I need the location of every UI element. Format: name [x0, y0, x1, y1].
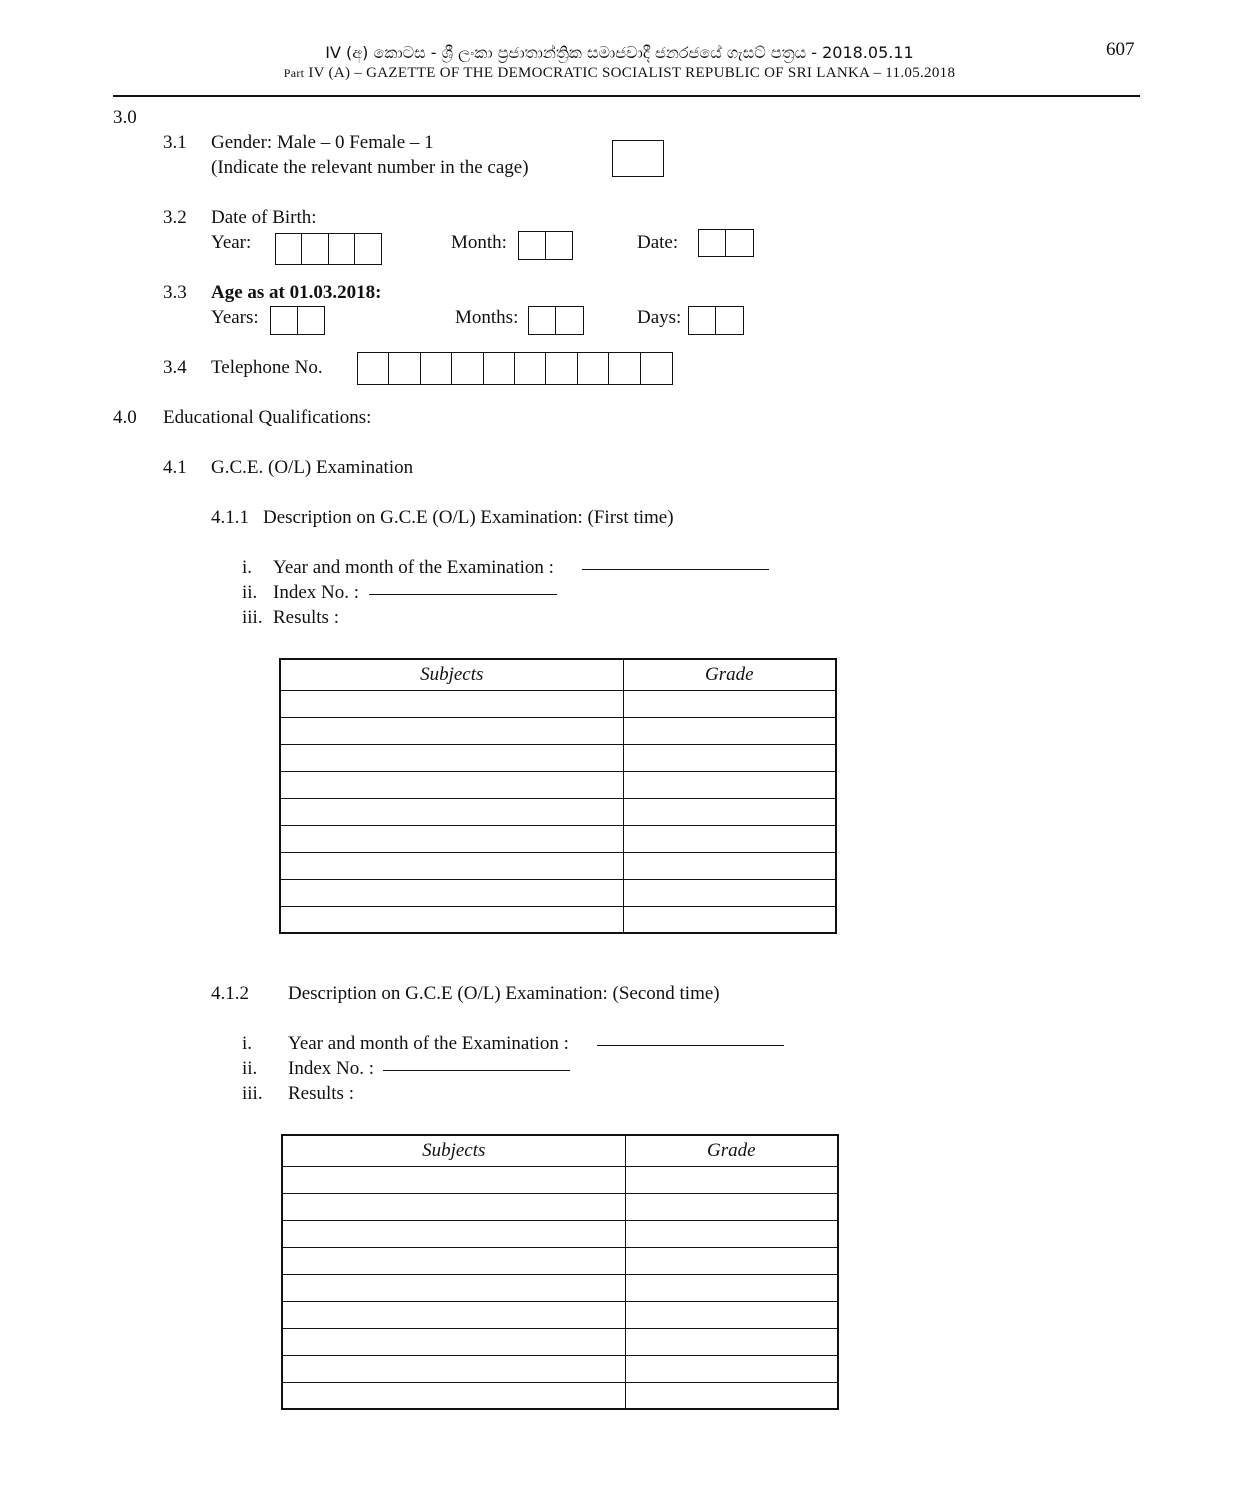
telephone-cell[interactable]: [452, 353, 483, 384]
table-row: [282, 1355, 838, 1382]
dob-label: Date of Birth:: [211, 207, 317, 228]
table-row: [282, 1328, 838, 1355]
second-exam-year-label: Year and month of the Examination :: [288, 1033, 569, 1054]
first-item-roman: ii.: [242, 582, 258, 603]
age-years-cages[interactable]: [270, 306, 325, 335]
subject-cell[interactable]: [282, 1355, 625, 1382]
gender-cell[interactable]: [613, 141, 663, 176]
telephone-cell[interactable]: [578, 353, 609, 384]
subject-cell[interactable]: [280, 717, 623, 744]
grade-cell[interactable]: [625, 1355, 838, 1382]
grade-cell[interactable]: [623, 825, 836, 852]
dob-year-cell[interactable]: [276, 234, 302, 264]
dob-date-cell[interactable]: [726, 230, 753, 256]
first-item-roman: i.: [242, 557, 253, 578]
second-item-roman: iii.: [242, 1083, 263, 1104]
grade-cell[interactable]: [625, 1247, 838, 1274]
gazette-header-sinhala: [0, 42, 1239, 64]
telephone-cell[interactable]: [546, 353, 577, 384]
subject-cell[interactable]: [280, 852, 623, 879]
dob-month-label: Month:: [451, 232, 507, 253]
age-years-cell[interactable]: [298, 307, 325, 334]
subject-cell[interactable]: [282, 1301, 625, 1328]
age-days-cages[interactable]: [688, 306, 744, 335]
telephone-cell[interactable]: [358, 353, 389, 384]
second-results-table: [281, 1134, 839, 1410]
header-sinhala-text: IV (අ) කොටස - ශ්‍රී ලංකා ප්‍රජාතාන්ත්‍රික සමාජවාදී ජනරජයේ ගැසට් පත්‍රය - 2018.05.11: [325, 43, 914, 62]
grade-cell[interactable]: [623, 717, 836, 744]
first-results-table: [279, 658, 837, 934]
first-results-label: Results :: [273, 607, 339, 628]
grade-cell[interactable]: [625, 1328, 838, 1355]
subject-cell[interactable]: [280, 744, 623, 771]
ol-number: 4.1: [163, 457, 187, 478]
grade-cell[interactable]: [625, 1382, 838, 1409]
gender-hint: (Indicate the relevant number in the cage): [211, 157, 529, 178]
dob-date-label: Date:: [637, 232, 679, 253]
grade-cell[interactable]: [623, 690, 836, 717]
age-months-label: Months:: [455, 307, 519, 328]
age-years-cell[interactable]: [271, 307, 298, 334]
subject-cell[interactable]: [282, 1247, 625, 1274]
second-item-roman: ii.: [242, 1058, 258, 1079]
first-time-number: 4.1.1: [211, 507, 249, 528]
dob-date-cell[interactable]: [699, 230, 726, 256]
table-row: [280, 852, 836, 879]
table-row: [280, 744, 836, 771]
second-index-label: Index No. :: [288, 1058, 375, 1079]
telephone-cell[interactable]: [515, 353, 546, 384]
table-row: [280, 825, 836, 852]
subjects-header: Subjects: [282, 1135, 625, 1166]
age-label: Age as at 01.03.2018:: [211, 282, 382, 303]
second-index-field[interactable]: [383, 1070, 570, 1071]
header-english-text: IV (A) – GAZETTE OF THE DEMOCRATIC SOCIALIST REPUBLIC OF SRI LANKA – 11.05.2018: [308, 65, 956, 81]
age-days-cell[interactable]: [716, 307, 743, 334]
dob-year-label: Year:: [211, 232, 252, 253]
telephone-number-label-num: 3.4: [163, 357, 187, 378]
second-item-roman: i.: [242, 1033, 253, 1054]
grade-cell[interactable]: [623, 744, 836, 771]
table-row: [280, 771, 836, 798]
table-row: [280, 906, 836, 933]
telephone-cell[interactable]: [389, 353, 420, 384]
age-years-label: Years:: [211, 307, 259, 328]
gender-number: 3.1: [163, 132, 187, 153]
table-row: [280, 879, 836, 906]
subject-cell[interactable]: [280, 879, 623, 906]
age-number: 3.3: [163, 282, 187, 303]
section-4-number: 4.0: [113, 407, 137, 428]
ol-title: G.C.E. (O/L) Examination: [211, 457, 414, 478]
age-days-cell[interactable]: [689, 307, 716, 334]
dob-number: 3.2: [163, 207, 187, 228]
table-row: [282, 1193, 838, 1220]
page-number: 607: [1106, 39, 1135, 60]
subject-cell[interactable]: [282, 1382, 625, 1409]
dob-year-cell[interactable]: [329, 234, 355, 264]
subjects-header: Subjects: [280, 659, 623, 690]
grade-cell[interactable]: [623, 906, 836, 933]
gender-label: Gender: Male – 0 Female – 1: [211, 132, 434, 153]
table-row: [280, 798, 836, 825]
age-months-cell[interactable]: [556, 307, 583, 334]
first-index-label: Index No. :: [273, 582, 360, 603]
table-row: [282, 1301, 838, 1328]
telephone-cell[interactable]: [484, 353, 515, 384]
second-results-label: Results :: [288, 1083, 354, 1104]
subject-cell[interactable]: [282, 1220, 625, 1247]
grade-cell[interactable]: [623, 798, 836, 825]
second-time-number: 4.1.2: [211, 983, 249, 1004]
header-rule: [113, 95, 1140, 97]
telephone-cell[interactable]: [421, 353, 452, 384]
grade-cell[interactable]: [625, 1193, 838, 1220]
section-4-title: Educational Qualifications:: [163, 407, 372, 428]
subject-cell[interactable]: [282, 1166, 625, 1193]
table-row: [282, 1166, 838, 1193]
first-item-roman: iii.: [242, 607, 263, 628]
age-months-cages[interactable]: [528, 306, 584, 335]
dob-year-cell[interactable]: [302, 234, 328, 264]
age-months-cell[interactable]: [529, 307, 556, 334]
section-3-number: 3.0: [113, 107, 137, 128]
grade-cell[interactable]: [623, 852, 836, 879]
telephone-label: Telephone No.: [211, 357, 323, 378]
subject-cell[interactable]: [280, 771, 623, 798]
age-days-label: Days:: [637, 307, 682, 328]
telephone-cell[interactable]: [609, 353, 640, 384]
subject-cell[interactable]: [280, 690, 623, 717]
dob-year-cell[interactable]: [355, 234, 381, 264]
first-index-field[interactable]: [369, 594, 557, 595]
dob-month-cell[interactable]: [519, 232, 546, 259]
dob-month-cell[interactable]: [546, 232, 573, 259]
grade-cell[interactable]: [625, 1166, 838, 1193]
subject-cell[interactable]: [280, 798, 623, 825]
first-exam-year-field[interactable]: [582, 569, 769, 570]
grade-cell[interactable]: [625, 1220, 838, 1247]
header-part-label: Part: [283, 66, 305, 80]
table-header-row: [282, 1135, 838, 1166]
dob-year-cages[interactable]: [275, 233, 382, 265]
subject-cell[interactable]: [282, 1274, 625, 1301]
first-time-title: Description on G.C.E (O/L) Examination: (First time): [263, 507, 674, 528]
second-exam-year-field[interactable]: [597, 1045, 784, 1046]
subject-cell[interactable]: [280, 906, 623, 933]
first-exam-year-label: Year and month of the Examination :: [273, 557, 554, 578]
subject-cell[interactable]: [282, 1193, 625, 1220]
subject-cell[interactable]: [280, 825, 623, 852]
grade-cell[interactable]: [625, 1301, 838, 1328]
table-row: [280, 717, 836, 744]
telephone-cell[interactable]: [641, 353, 672, 384]
telephone-cages[interactable]: [357, 352, 673, 385]
gender-cage[interactable]: [612, 140, 664, 177]
table-row: [280, 690, 836, 717]
grade-cell[interactable]: [623, 879, 836, 906]
grade-cell[interactable]: [623, 771, 836, 798]
table-header-row: [280, 659, 836, 690]
dob-date-cages[interactable]: [698, 229, 754, 257]
second-time-title: Description on G.C.E (O/L) Examination: (Second time): [288, 983, 720, 1004]
table-row: [282, 1382, 838, 1409]
grade-header: Grade: [625, 1135, 838, 1166]
subject-cell[interactable]: [282, 1328, 625, 1355]
table-row: [282, 1220, 838, 1247]
gazette-header-english: [0, 65, 1239, 82]
grade-cell[interactable]: [625, 1274, 838, 1301]
dob-month-cages[interactable]: [518, 231, 573, 260]
table-row: [282, 1247, 838, 1274]
grade-header: Grade: [623, 659, 836, 690]
table-row: [282, 1274, 838, 1301]
